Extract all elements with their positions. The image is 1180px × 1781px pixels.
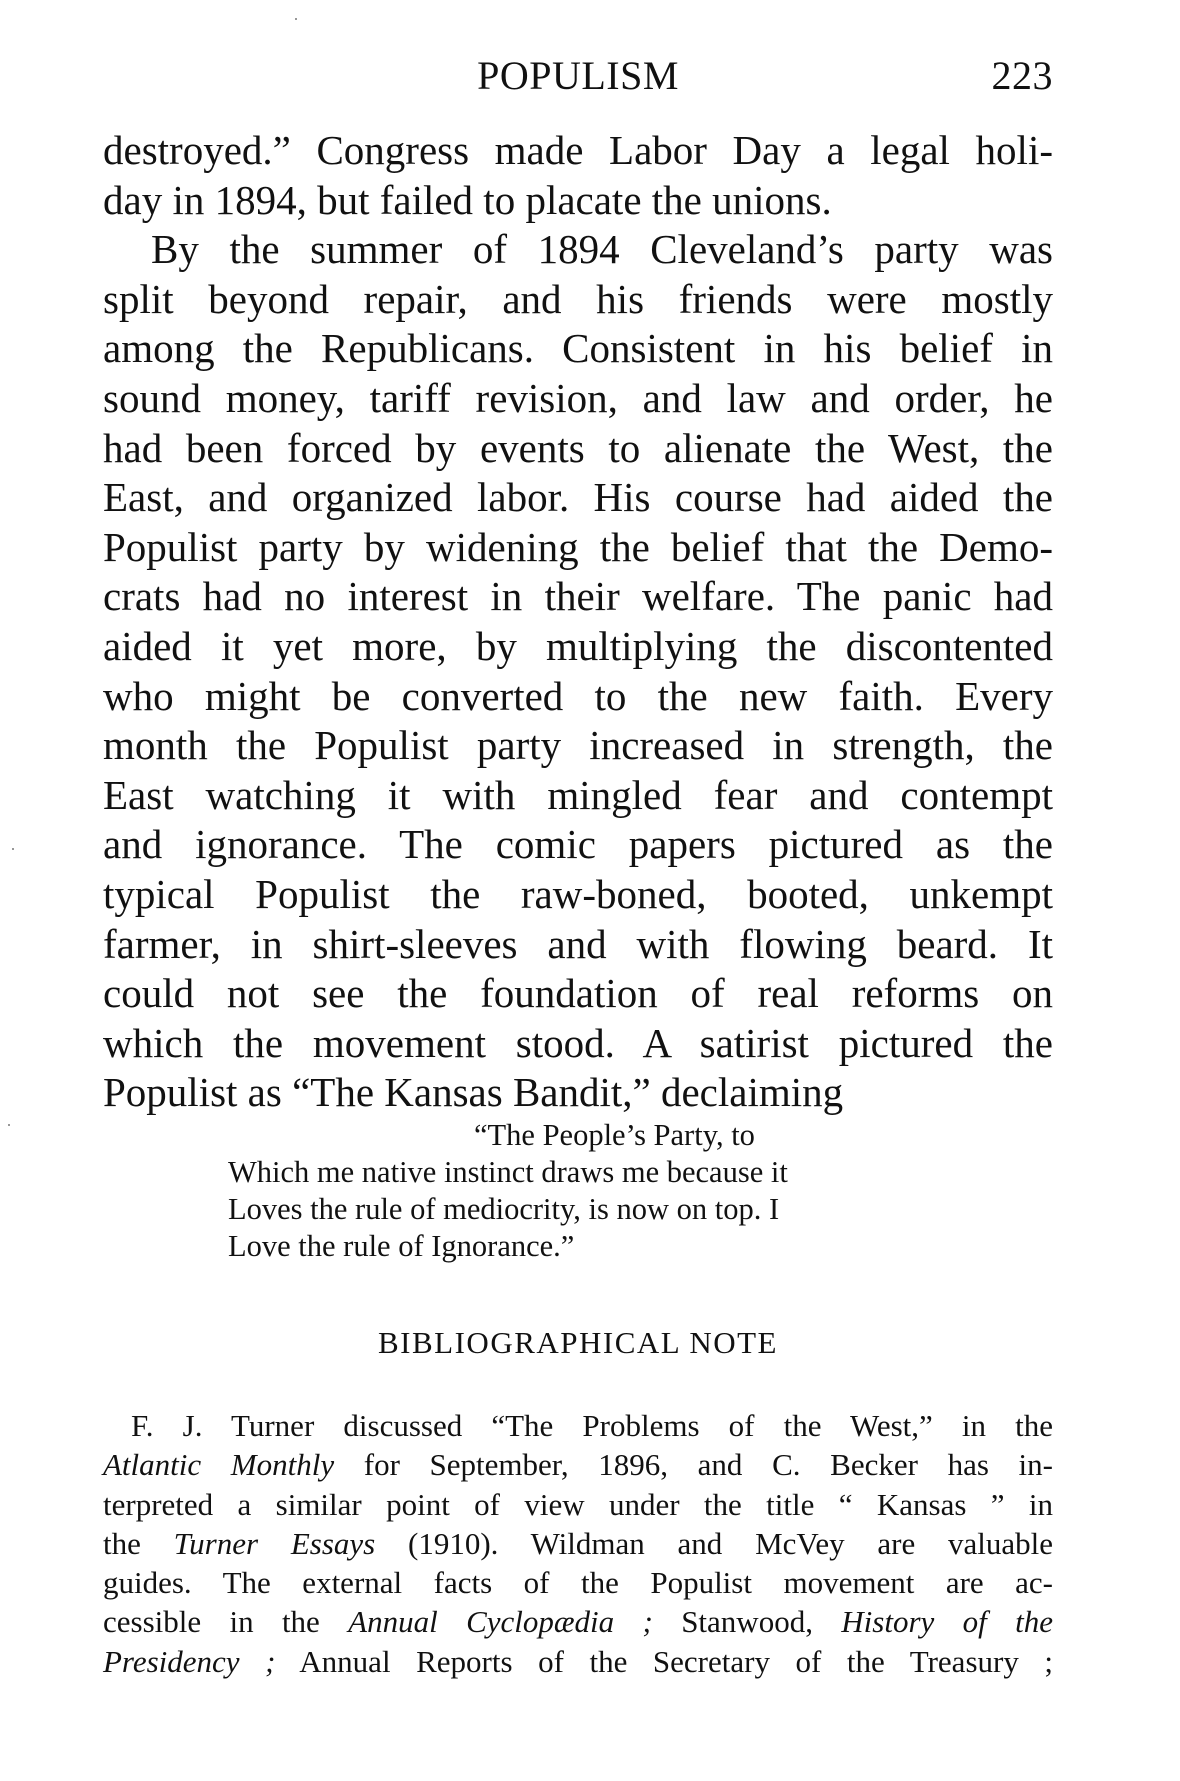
- note-line: terpreted a similar point of view under the title “ Kansas ” in: [103, 1486, 1053, 1522]
- body-line: typical Populist the raw-boned, booted, unkempt: [103, 870, 1053, 917]
- body-line: month the Populist party increased in strength, the: [103, 722, 1053, 769]
- running-head: [103, 52, 1053, 102]
- note-text: the: [103, 1525, 174, 1561]
- note-line: [103, 1524, 1053, 1563]
- body-line: crats had no interest in their welfare. The panic had: [103, 573, 1053, 620]
- note-text: cessible in the: [103, 1604, 349, 1640]
- book-title: Presidency ;: [103, 1643, 276, 1679]
- body-text: [103, 126, 1053, 1118]
- scan-speck: [295, 18, 297, 20]
- body-line: farmer, in shirt-sleeves and with flowing beard. It: [103, 920, 1053, 967]
- body-line: split beyond repair, and his friends were mostly: [103, 275, 1053, 322]
- verse-line: Loves the rule of mediocrity, is now on top. I: [228, 1192, 780, 1226]
- note-text: Stanwood,: [652, 1604, 842, 1640]
- book-title: Turner Essays: [173, 1525, 376, 1561]
- scan-speck: [8, 1124, 10, 1126]
- body-line: By the summer of 1894 Cleveland’s party was: [151, 226, 1053, 273]
- page-number: 223: [991, 53, 1053, 98]
- book-title: Annual Cyclopædia ;: [348, 1604, 653, 1640]
- body-line: had been forced by events to alienate the West, the: [103, 424, 1053, 471]
- note-text: for September, 1896, and C. Becker has in-: [334, 1447, 1053, 1483]
- verse-quotation: [228, 1117, 948, 1265]
- note-line: [103, 1445, 1053, 1484]
- note-line: guides. The external facts of the Populist movement are ac-: [103, 1565, 1053, 1601]
- body-line: Populist party by widening the belief that the Demo-: [103, 523, 1053, 570]
- body-line: could not see the foundation of real reforms on: [103, 970, 1053, 1017]
- bibliography-note: [103, 1406, 1053, 1681]
- verse-line: Which me native instinct draws me because it: [228, 1155, 788, 1189]
- body-line: among the Republicans. Consistent in his belief in: [103, 325, 1053, 372]
- note-text: Annual Reports of the Secretary of the Treasury ;: [275, 1643, 1053, 1679]
- note-line: [103, 1642, 1053, 1681]
- body-line: East, and organized labor. His course had aided the: [103, 474, 1053, 521]
- bibliography-heading: BIBLIOGRAPHICAL NOTE: [378, 1325, 778, 1360]
- body-line: which the movement stood. A satirist pictured the: [103, 1019, 1053, 1066]
- journal-title: Atlantic Monthly: [103, 1447, 335, 1483]
- note-line: F. J. Turner discussed “The Problems of the West,” in the: [131, 1408, 1053, 1443]
- verse-line: Love the rule of Ignorance.”: [228, 1229, 575, 1263]
- body-line: day in 1894, but failed to placate the unions.: [103, 176, 832, 223]
- body-line: sound money, tariff revision, and law and order, he: [103, 374, 1053, 421]
- scan-speck: [12, 848, 14, 850]
- note-line: [103, 1602, 1053, 1641]
- note-text: (1910). Wildman and McVey are valuable: [375, 1525, 1054, 1561]
- body-line: aided it yet more, by multiplying the discontented: [103, 622, 1053, 669]
- page-title: POPULISM: [477, 53, 679, 98]
- body-line: East watching it with mingled fear and contempt: [103, 771, 1053, 818]
- body-line: who might be converted to the new faith. Every: [103, 672, 1053, 719]
- body-line: Populist as “The Kansas Bandit,” declaiming: [103, 1069, 844, 1116]
- book-title: History of the: [841, 1604, 1053, 1640]
- verse-line: “The People’s Party, to: [474, 1118, 755, 1152]
- body-line: destroyed.” Congress made Labor Day a legal holi-: [103, 127, 1053, 173]
- body-line: and ignorance. The comic papers pictured as the: [103, 821, 1053, 868]
